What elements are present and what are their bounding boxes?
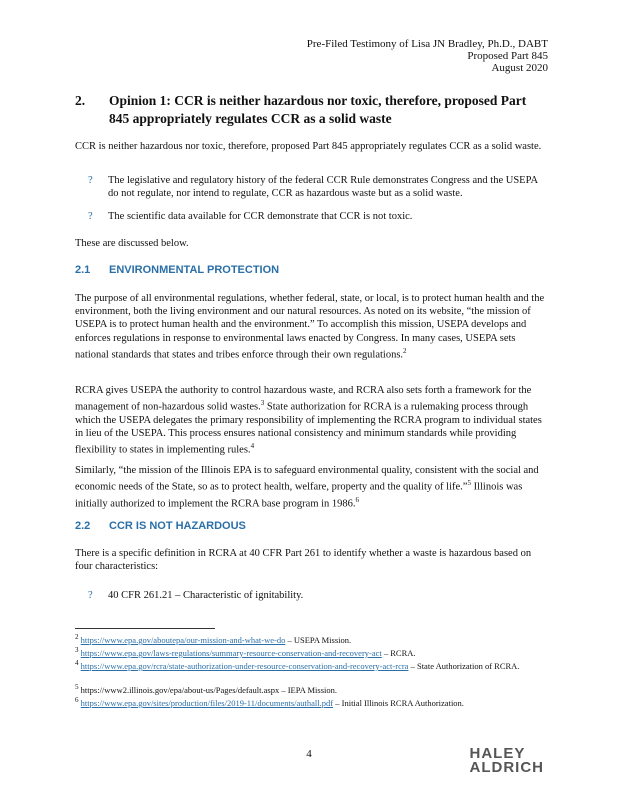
paragraph-text: State authorization for RCRA is a rulemaking process through which the USEPA delegates the primary responsibility of implementing the RCRA program to individual states in lieu of the USEPA. This process ensures national consistency and minimum standards while providing flexibility to states in implementing rules.	[75, 401, 542, 456]
section-heading	[75, 92, 535, 128]
list-item	[88, 174, 538, 202]
paragraph-rcra	[75, 384, 545, 457]
footnote-text: – State Authorization of RCRA.	[408, 660, 520, 671]
discussed-paragraph: These are discussed below.	[75, 238, 189, 249]
paragraph-text: Illinois was initially authorized to implement the RCRA base program in 1986.	[75, 481, 523, 510]
footnote-link[interactable]: https://www.epa.gov/rcra/state-authorization-under-resource-conservation-and-recovery-act-rcra	[80, 660, 409, 671]
footnote-ref: 5	[467, 479, 471, 488]
footnote-number: 2	[75, 633, 79, 641]
footnote	[75, 645, 555, 659]
footnote	[75, 695, 555, 709]
header-proposal: Proposed Part 845	[467, 50, 548, 62]
footnote-text: – RCRA.	[381, 647, 416, 658]
footnote-number: 6	[75, 696, 79, 704]
footnote-text: – USEPA Mission.	[285, 634, 352, 645]
paragraph-text: The purpose of all environmental regulations, whether federal, state, or local, is to protect human health and the environment, both the living environment and our natural resources. As noted on its website, “the mission of USEPA is to protect human health and the environment.” To accomplish this mission, USEPA develops and enforces regulations in response to environmental laws enacted by Congress. In many cases, USEPA sets national standards that states and tribes enforce through their own regulations.	[75, 293, 545, 361]
paragraph-purpose	[75, 292, 545, 362]
running-header	[307, 38, 548, 74]
footnote-link[interactable]: https://www.epa.gov/laws-regulations/summary-resource-conservation-and-recovery-act	[80, 647, 382, 658]
paragraph-illinois	[75, 464, 545, 511]
footnote	[75, 658, 555, 672]
footnote-number: 5	[75, 683, 79, 691]
footnote	[75, 632, 555, 646]
bullet-mark: ?	[88, 175, 93, 186]
subsection-title: CCR IS NOT HAZARDOUS	[109, 520, 246, 532]
paragraph-text: Similarly, “the mission of the Illinois EPA is to safeguard environmental quality, consistent with the social and economic needs of the State, so as to protect health, welfare, property and the quality of life.”	[75, 465, 539, 493]
footnote-ref: 6	[355, 495, 360, 504]
footnote-ref: 4	[250, 442, 255, 451]
list-item	[88, 210, 538, 224]
footnote-text: – IEPA Mission.	[279, 684, 338, 695]
footnote-number: 3	[75, 646, 79, 654]
subsection-heading	[75, 520, 375, 534]
header-author: Pre-Filed Testimony of Lisa JN Bradley, Ph.D., DABT	[306, 38, 548, 50]
intro-paragraph: CCR is neither hazardous nor toxic, therefore, proposed Part 845 appropriately regulates CCR as a solid waste.	[75, 141, 542, 152]
logo-line-1: HALEY	[469, 745, 526, 762]
company-logo	[470, 747, 545, 775]
footnote-divider	[75, 628, 215, 629]
footnote-ref: 3	[260, 399, 265, 408]
footnote-ref: 2	[403, 346, 407, 355]
footnote	[75, 682, 555, 696]
footnote-number: 4	[75, 659, 79, 667]
paragraph-definition: There is a specific definition in RCRA at 40 CFR Part 261 to identify whether a waste is hazardous based on four characteristics:	[75, 548, 532, 573]
subsection-number: 2.1	[75, 264, 91, 276]
list-item	[88, 589, 538, 603]
page-number: 4	[306, 748, 312, 760]
subsection-title: ENVIRONMENTAL PROTECTION	[109, 264, 280, 276]
section-title: Opinion 1: CCR is neither hazardous nor toxic, therefore, proposed Part 845 appropriately regulates CCR as a solid waste	[109, 93, 527, 126]
logo-line-2: ALDRICH	[469, 759, 544, 776]
bullet-text: The scientific data available for CCR demonstrate that CCR is not toxic.	[108, 211, 413, 222]
bullet-text: The legislative and regulatory history of the federal CCR Rule demonstrates Congress and the USEPA do not regulate, nor intend to regulate, CCR as hazardous waste but as a solid waste.	[108, 175, 538, 200]
footnote-link[interactable]: https://www.epa.gov/aboutepa/our-mission-and-what-we-do	[80, 634, 286, 645]
header-date: August 2020	[491, 62, 548, 74]
footnote-link[interactable]: https://www.epa.gov/sites/production/files/2019-11/documents/authall.pdf	[80, 697, 334, 708]
bullet-mark: ?	[88, 590, 93, 601]
bullet-mark: ?	[88, 211, 93, 222]
footnote-link[interactable]: https://www2.illinois.gov/epa/about-us/Pages/default.aspx	[80, 684, 280, 695]
paragraph-text: RCRA gives USEPA the authority to control hazardous waste, and RCRA also sets forth a framework for the management of non-hazardous solid wastes.	[75, 385, 532, 413]
footnote-text: – Initial Illinois RCRA Authorization.	[333, 697, 464, 708]
section-number: 2.	[75, 93, 86, 108]
bullet-text: 40 CFR 261.21 – Characteristic of ignitability.	[108, 590, 304, 601]
subsection-number: 2.2	[75, 520, 91, 532]
subsection-heading	[75, 264, 375, 278]
